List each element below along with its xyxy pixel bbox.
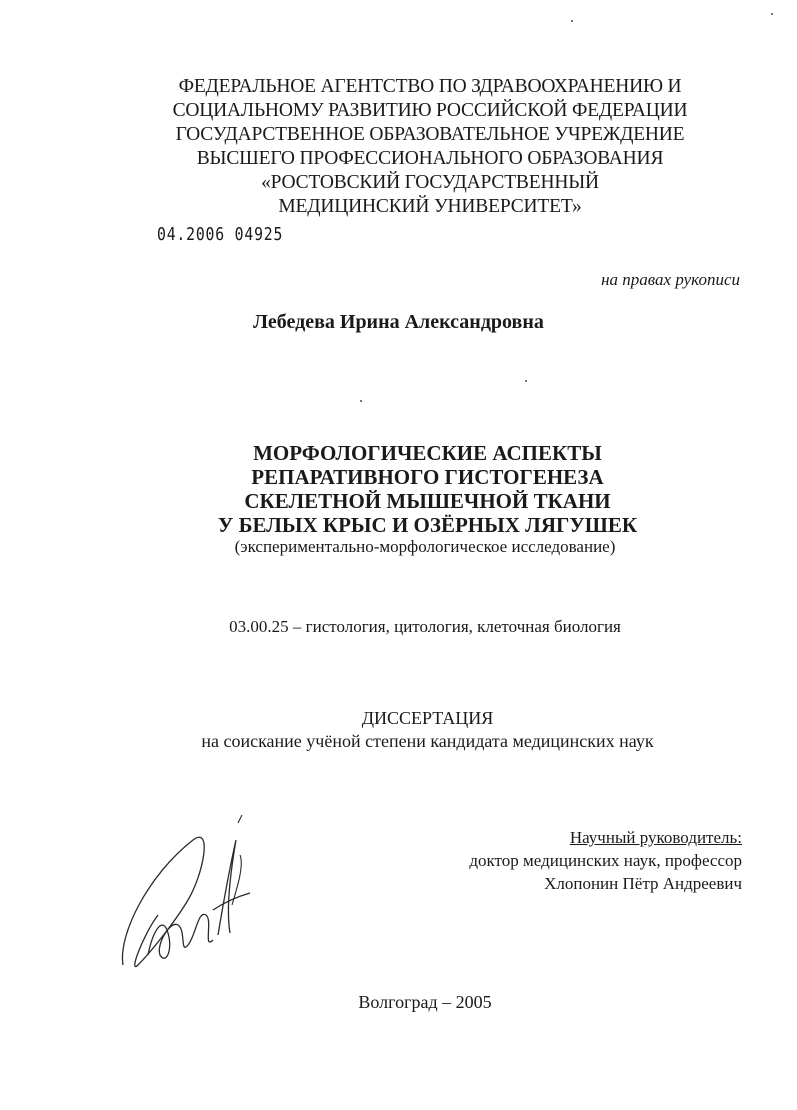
org-line-6: МЕДИЦИНСКИЙ УНИВЕРСИТЕТ» — [278, 196, 582, 217]
org-line-5: «РОСТОВСКИЙ ГОСУДАРСТВЕННЫЙ — [261, 172, 599, 193]
org-line-1: ФЕДЕРАЛЬНОЕ АГЕНТСТВО ПО ЗДРАВООХРАНЕНИЮ И — [178, 76, 682, 97]
rights-note: на правах рукописи — [601, 270, 740, 289]
title-line-2: РЕПАРАТИВНОГО ГИСТОГЕНЕЗА — [251, 465, 604, 489]
specialty-code: 03.00.25 – гистология, цитология, клеточная биология — [229, 617, 621, 636]
supervisor-name: Хлопонин Пётр Андреевич — [544, 874, 742, 893]
scan-speck — [771, 13, 773, 15]
handwritten-signature — [118, 815, 258, 980]
scan-speck — [360, 400, 362, 402]
org-line-3: ГОСУДАРСТВЕННОЕ ОБРАЗОВАТЕЛЬНОЕ УЧРЕЖДЕНИЕ — [175, 124, 685, 145]
dissertation-block — [0, 707, 797, 753]
stamp-number: 04.2006 04925 — [157, 224, 284, 245]
archive-stamp-number — [157, 224, 283, 245]
org-line-4: ВЫСШЕГО ПРОФЕССИОНАЛЬНОГО ОБРАЗОВАНИЯ — [196, 148, 664, 169]
supervisor-block — [469, 826, 742, 895]
scan-speck — [525, 380, 527, 382]
title-line-4: У БЕЛЫХ КРЫС И ОЗЁРНЫХ ЛЯГУШЕК — [217, 513, 638, 537]
supervisor-heading: Научный руководитель: — [569, 828, 742, 847]
author-name: Лебедева Ирина Александровна — [253, 311, 544, 333]
scan-speck — [571, 20, 573, 22]
degree-line: на соискание учёной степени кандидата медицинских наук — [201, 731, 654, 751]
supervisor-title: доктор медицинских наук, профессор — [469, 851, 742, 870]
thesis-subtitle: (экспериментально-морфологическое исследование) — [234, 537, 616, 556]
title-line-1: МОРФОЛОГИЧЕСКИЕ АСПЕКТЫ — [253, 441, 602, 465]
dissertation-label: ДИССЕРТАЦИЯ — [361, 708, 494, 728]
thesis-title — [0, 441, 797, 537]
organization-header — [90, 75, 770, 219]
org-line-2: СОЦИАЛЬНОМУ РАЗВИТИЮ РОССИЙСКОЙ ФЕДЕРАЦИИ — [172, 100, 688, 121]
title-line-3: СКЕЛЕТНОЙ МЫШЕЧНОЙ ТКАНИ — [244, 489, 611, 513]
city-year: Волгоград – 2005 — [358, 992, 492, 1012]
